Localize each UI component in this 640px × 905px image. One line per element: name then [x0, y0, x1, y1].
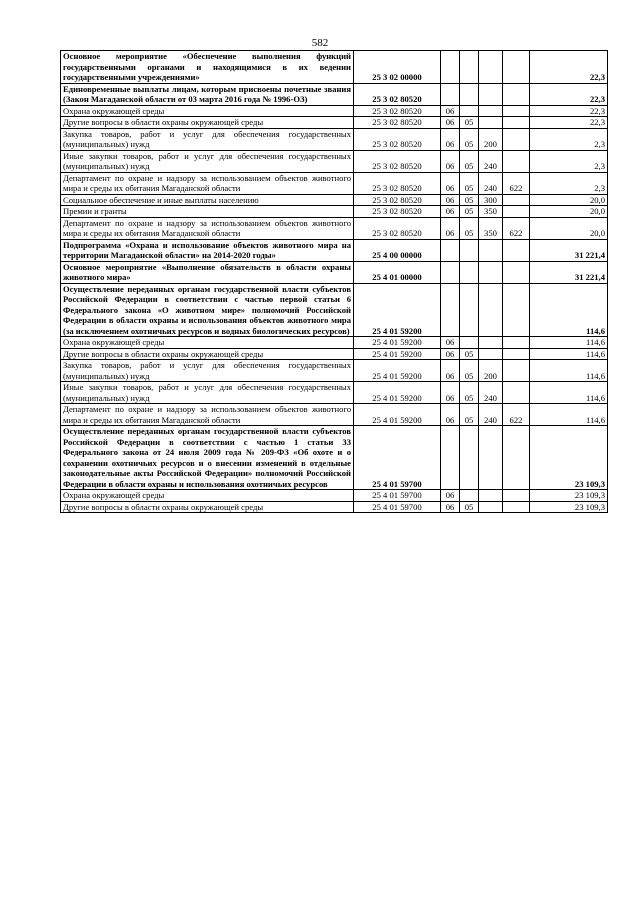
row-name-cell: Департамент по охране и надзору за использованием объектов животного мира и среды их обитания Магаданской области [61, 404, 354, 426]
target-code-cell: 25 4 01 59200 [354, 337, 441, 349]
budget-table [60, 50, 608, 513]
target-code-cell: 25 4 00 00000 [354, 239, 441, 261]
subsection-cell: 05 [460, 382, 479, 404]
row-name-cell: Единовременные выплаты лицам, которым присвоены почетные звания (Закон Магаданской области от 03 марта 2016 года № 1996-ОЗ) [61, 83, 354, 105]
target-code-cell: 25 3 02 80520 [354, 194, 441, 206]
amount-cell: 20,0 [530, 217, 608, 239]
amount-cell: 114,6 [530, 283, 608, 337]
target-code-cell: 25 3 02 80520 [354, 83, 441, 105]
table-row [61, 150, 608, 172]
amount-cell: 22,3 [530, 117, 608, 129]
expense-type-cell: 240 [479, 404, 503, 426]
target-code-cell: 25 4 01 00000 [354, 261, 441, 283]
expense-type-cell [479, 105, 503, 117]
subsection-cell: 05 [460, 404, 479, 426]
section-cell: 06 [441, 128, 460, 150]
administrator-cell [503, 105, 530, 117]
table-row [61, 217, 608, 239]
subsection-cell: 05 [460, 217, 479, 239]
row-name-cell: Закупка товаров, работ и услуг для обеспечения государственных (муниципальных) нужд [61, 128, 354, 150]
administrator-cell [503, 360, 530, 382]
amount-cell: 31 221,4 [530, 261, 608, 283]
expense-type-cell [479, 51, 503, 84]
target-code-cell: 25 3 02 80520 [354, 172, 441, 194]
table-row [61, 404, 608, 426]
administrator-cell [503, 501, 530, 513]
section-cell: 06 [441, 150, 460, 172]
row-name-cell: Подпрограмма «Охрана и использование объектов животного мира на территории Магаданской области» на 2014-2020 годы» [61, 239, 354, 261]
row-name-cell: Департамент по охране и надзору за использованием объектов животного мира и среды их обитания Магаданской области [61, 217, 354, 239]
table-row [61, 360, 608, 382]
amount-cell: 22,3 [530, 51, 608, 84]
amount-cell: 23 109,3 [530, 501, 608, 513]
subsection-cell [460, 83, 479, 105]
row-name-cell: Охрана окружающей среды [61, 337, 354, 349]
administrator-cell [503, 283, 530, 337]
administrator-cell [503, 426, 530, 490]
subsection-cell: 05 [460, 501, 479, 513]
row-name-cell: Другие вопросы в области охраны окружающей среды [61, 117, 354, 129]
section-cell: 06 [441, 360, 460, 382]
amount-cell: 2,3 [530, 172, 608, 194]
expense-type-cell: 200 [479, 128, 503, 150]
amount-cell: 114,6 [530, 337, 608, 349]
section-cell [441, 283, 460, 337]
page-number: 582 [311, 37, 329, 49]
target-code-cell: 25 4 01 59200 [354, 382, 441, 404]
subsection-cell [460, 490, 479, 502]
table-row [61, 348, 608, 360]
section-cell: 06 [441, 490, 460, 502]
section-cell [441, 239, 460, 261]
amount-cell: 114,6 [530, 348, 608, 360]
amount-cell: 20,0 [530, 206, 608, 218]
administrator-cell: 622 [503, 404, 530, 426]
amount-cell: 23 109,3 [530, 426, 608, 490]
administrator-cell [503, 261, 530, 283]
target-code-cell: 25 4 01 59200 [354, 348, 441, 360]
administrator-cell: 622 [503, 217, 530, 239]
subsection-cell [460, 337, 479, 349]
amount-cell: 22,3 [530, 105, 608, 117]
expense-type-cell [479, 348, 503, 360]
administrator-cell [503, 239, 530, 261]
target-code-cell: 25 4 01 59700 [354, 501, 441, 513]
expense-type-cell: 240 [479, 382, 503, 404]
expense-type-cell [479, 501, 503, 513]
administrator-cell [503, 117, 530, 129]
amount-cell: 114,6 [530, 360, 608, 382]
target-code-cell: 25 3 02 80520 [354, 150, 441, 172]
table-row [61, 239, 608, 261]
administrator-cell [503, 150, 530, 172]
target-code-cell: 25 4 01 59700 [354, 490, 441, 502]
section-cell: 06 [441, 337, 460, 349]
table-row [61, 105, 608, 117]
target-code-cell: 25 3 02 00000 [354, 51, 441, 84]
section-cell: 06 [441, 172, 460, 194]
administrator-cell [503, 194, 530, 206]
expense-type-cell [479, 261, 503, 283]
target-code-cell: 25 4 01 59200 [354, 283, 441, 337]
amount-cell: 22,3 [530, 83, 608, 105]
section-cell: 06 [441, 194, 460, 206]
administrator-cell [503, 51, 530, 84]
table-row [61, 51, 608, 84]
expense-type-cell [479, 83, 503, 105]
table-row [61, 501, 608, 513]
subsection-cell [460, 283, 479, 337]
section-cell: 06 [441, 348, 460, 360]
section-cell [441, 426, 460, 490]
section-cell: 06 [441, 217, 460, 239]
administrator-cell [503, 206, 530, 218]
table-row [61, 128, 608, 150]
row-name-cell: Осуществление переданных органам государственной власти субъектов Российской Федерации в соответствии с частью первой статьи 6 Федерального закона «О животном мире» полномочий Российской Федерации в области охраны и использования объектов животного мира (за исключением охотничьих ресурсов и водных биологических ресурсов) [61, 283, 354, 337]
subsection-cell: 05 [460, 348, 479, 360]
row-name-cell: Охрана окружающей среды [61, 105, 354, 117]
section-cell: 06 [441, 501, 460, 513]
expense-type-cell: 240 [479, 150, 503, 172]
subsection-cell [460, 426, 479, 490]
subsection-cell: 05 [460, 206, 479, 218]
administrator-cell [503, 337, 530, 349]
table-row [61, 194, 608, 206]
row-name-cell: Премии и гранты [61, 206, 354, 218]
row-name-cell: Охрана окружающей среды [61, 490, 354, 502]
expense-type-cell [479, 117, 503, 129]
section-cell [441, 51, 460, 84]
expense-type-cell [479, 490, 503, 502]
amount-cell: 2,3 [530, 150, 608, 172]
row-name-cell: Основное мероприятие «Обеспечение выполнения функций государственными органами и находящимися в их ведении государственными учреждениями» [61, 51, 354, 84]
row-name-cell: Другие вопросы в области охраны окружающей среды [61, 348, 354, 360]
expense-type-cell [479, 283, 503, 337]
table-row [61, 172, 608, 194]
subsection-cell: 05 [460, 128, 479, 150]
amount-cell: 31 221,4 [530, 239, 608, 261]
subsection-cell: 05 [460, 117, 479, 129]
amount-cell: 114,6 [530, 404, 608, 426]
subsection-cell: 05 [460, 360, 479, 382]
amount-cell: 23 109,3 [530, 490, 608, 502]
table-row [61, 206, 608, 218]
table-row [61, 261, 608, 283]
administrator-cell [503, 490, 530, 502]
row-name-cell: Иные закупки товаров, работ и услуг для обеспечения государственных (муниципальных) нужд [61, 150, 354, 172]
amount-cell: 2,3 [530, 128, 608, 150]
table-row [61, 283, 608, 337]
row-name-cell: Осуществление переданных органам государственной власти субъектов Российской Федерации в соответствии с частью 1 статьи 33 Федерального закона от 24 июля 2009 года № 209-ФЗ «Об охоте и о сохранении охотничьих ресурсов и о внесении изменений в отдельные законодательные акты Российской Федерации» полномочий Российской Федерации в области охраны и использования охотничьих ресурсов [61, 426, 354, 490]
subsection-cell: 05 [460, 172, 479, 194]
row-name-cell: Закупка товаров, работ и услуг для обеспечения государственных (муниципальных) нужд [61, 360, 354, 382]
amount-cell: 114,6 [530, 382, 608, 404]
expense-type-cell: 200 [479, 360, 503, 382]
expense-type-cell: 350 [479, 206, 503, 218]
subsection-cell [460, 239, 479, 261]
section-cell: 06 [441, 404, 460, 426]
target-code-cell: 25 3 02 80520 [354, 206, 441, 218]
administrator-cell: 622 [503, 172, 530, 194]
expense-type-cell [479, 239, 503, 261]
target-code-cell: 25 4 01 59700 [354, 426, 441, 490]
subsection-cell [460, 105, 479, 117]
subsection-cell [460, 51, 479, 84]
section-cell: 06 [441, 382, 460, 404]
expense-type-cell [479, 426, 503, 490]
section-cell: 06 [441, 105, 460, 117]
row-name-cell: Другие вопросы в области охраны окружающей среды [61, 501, 354, 513]
section-cell [441, 261, 460, 283]
expense-type-cell [479, 337, 503, 349]
subsection-cell: 05 [460, 194, 479, 206]
administrator-cell [503, 83, 530, 105]
subsection-cell [460, 261, 479, 283]
table-row [61, 382, 608, 404]
row-name-cell: Основное мероприятие «Выполнение обязательств в области охраны животного мира» [61, 261, 354, 283]
target-code-cell: 25 4 01 59200 [354, 360, 441, 382]
subsection-cell: 05 [460, 150, 479, 172]
expense-type-cell: 240 [479, 172, 503, 194]
expense-type-cell: 350 [479, 217, 503, 239]
table-row [61, 490, 608, 502]
table-row [61, 83, 608, 105]
table-row [61, 426, 608, 490]
target-code-cell: 25 3 02 80520 [354, 105, 441, 117]
target-code-cell: 25 3 02 80520 [354, 217, 441, 239]
target-code-cell: 25 3 02 80520 [354, 128, 441, 150]
section-cell: 06 [441, 117, 460, 129]
expense-type-cell: 300 [479, 194, 503, 206]
row-name-cell: Иные закупки товаров, работ и услуг для обеспечения государственных (муниципальных) нужд [61, 382, 354, 404]
target-code-cell: 25 4 01 59200 [354, 404, 441, 426]
administrator-cell [503, 128, 530, 150]
row-name-cell: Социальное обеспечение и иные выплаты населению [61, 194, 354, 206]
table-row [61, 337, 608, 349]
administrator-cell [503, 348, 530, 360]
target-code-cell: 25 3 02 80520 [354, 117, 441, 129]
row-name-cell: Департамент по охране и надзору за использованием объектов животного мира и среды их обитания Магаданской области [61, 172, 354, 194]
section-cell [441, 83, 460, 105]
table-row [61, 117, 608, 129]
section-cell: 06 [441, 206, 460, 218]
administrator-cell [503, 382, 530, 404]
amount-cell: 20,0 [530, 194, 608, 206]
